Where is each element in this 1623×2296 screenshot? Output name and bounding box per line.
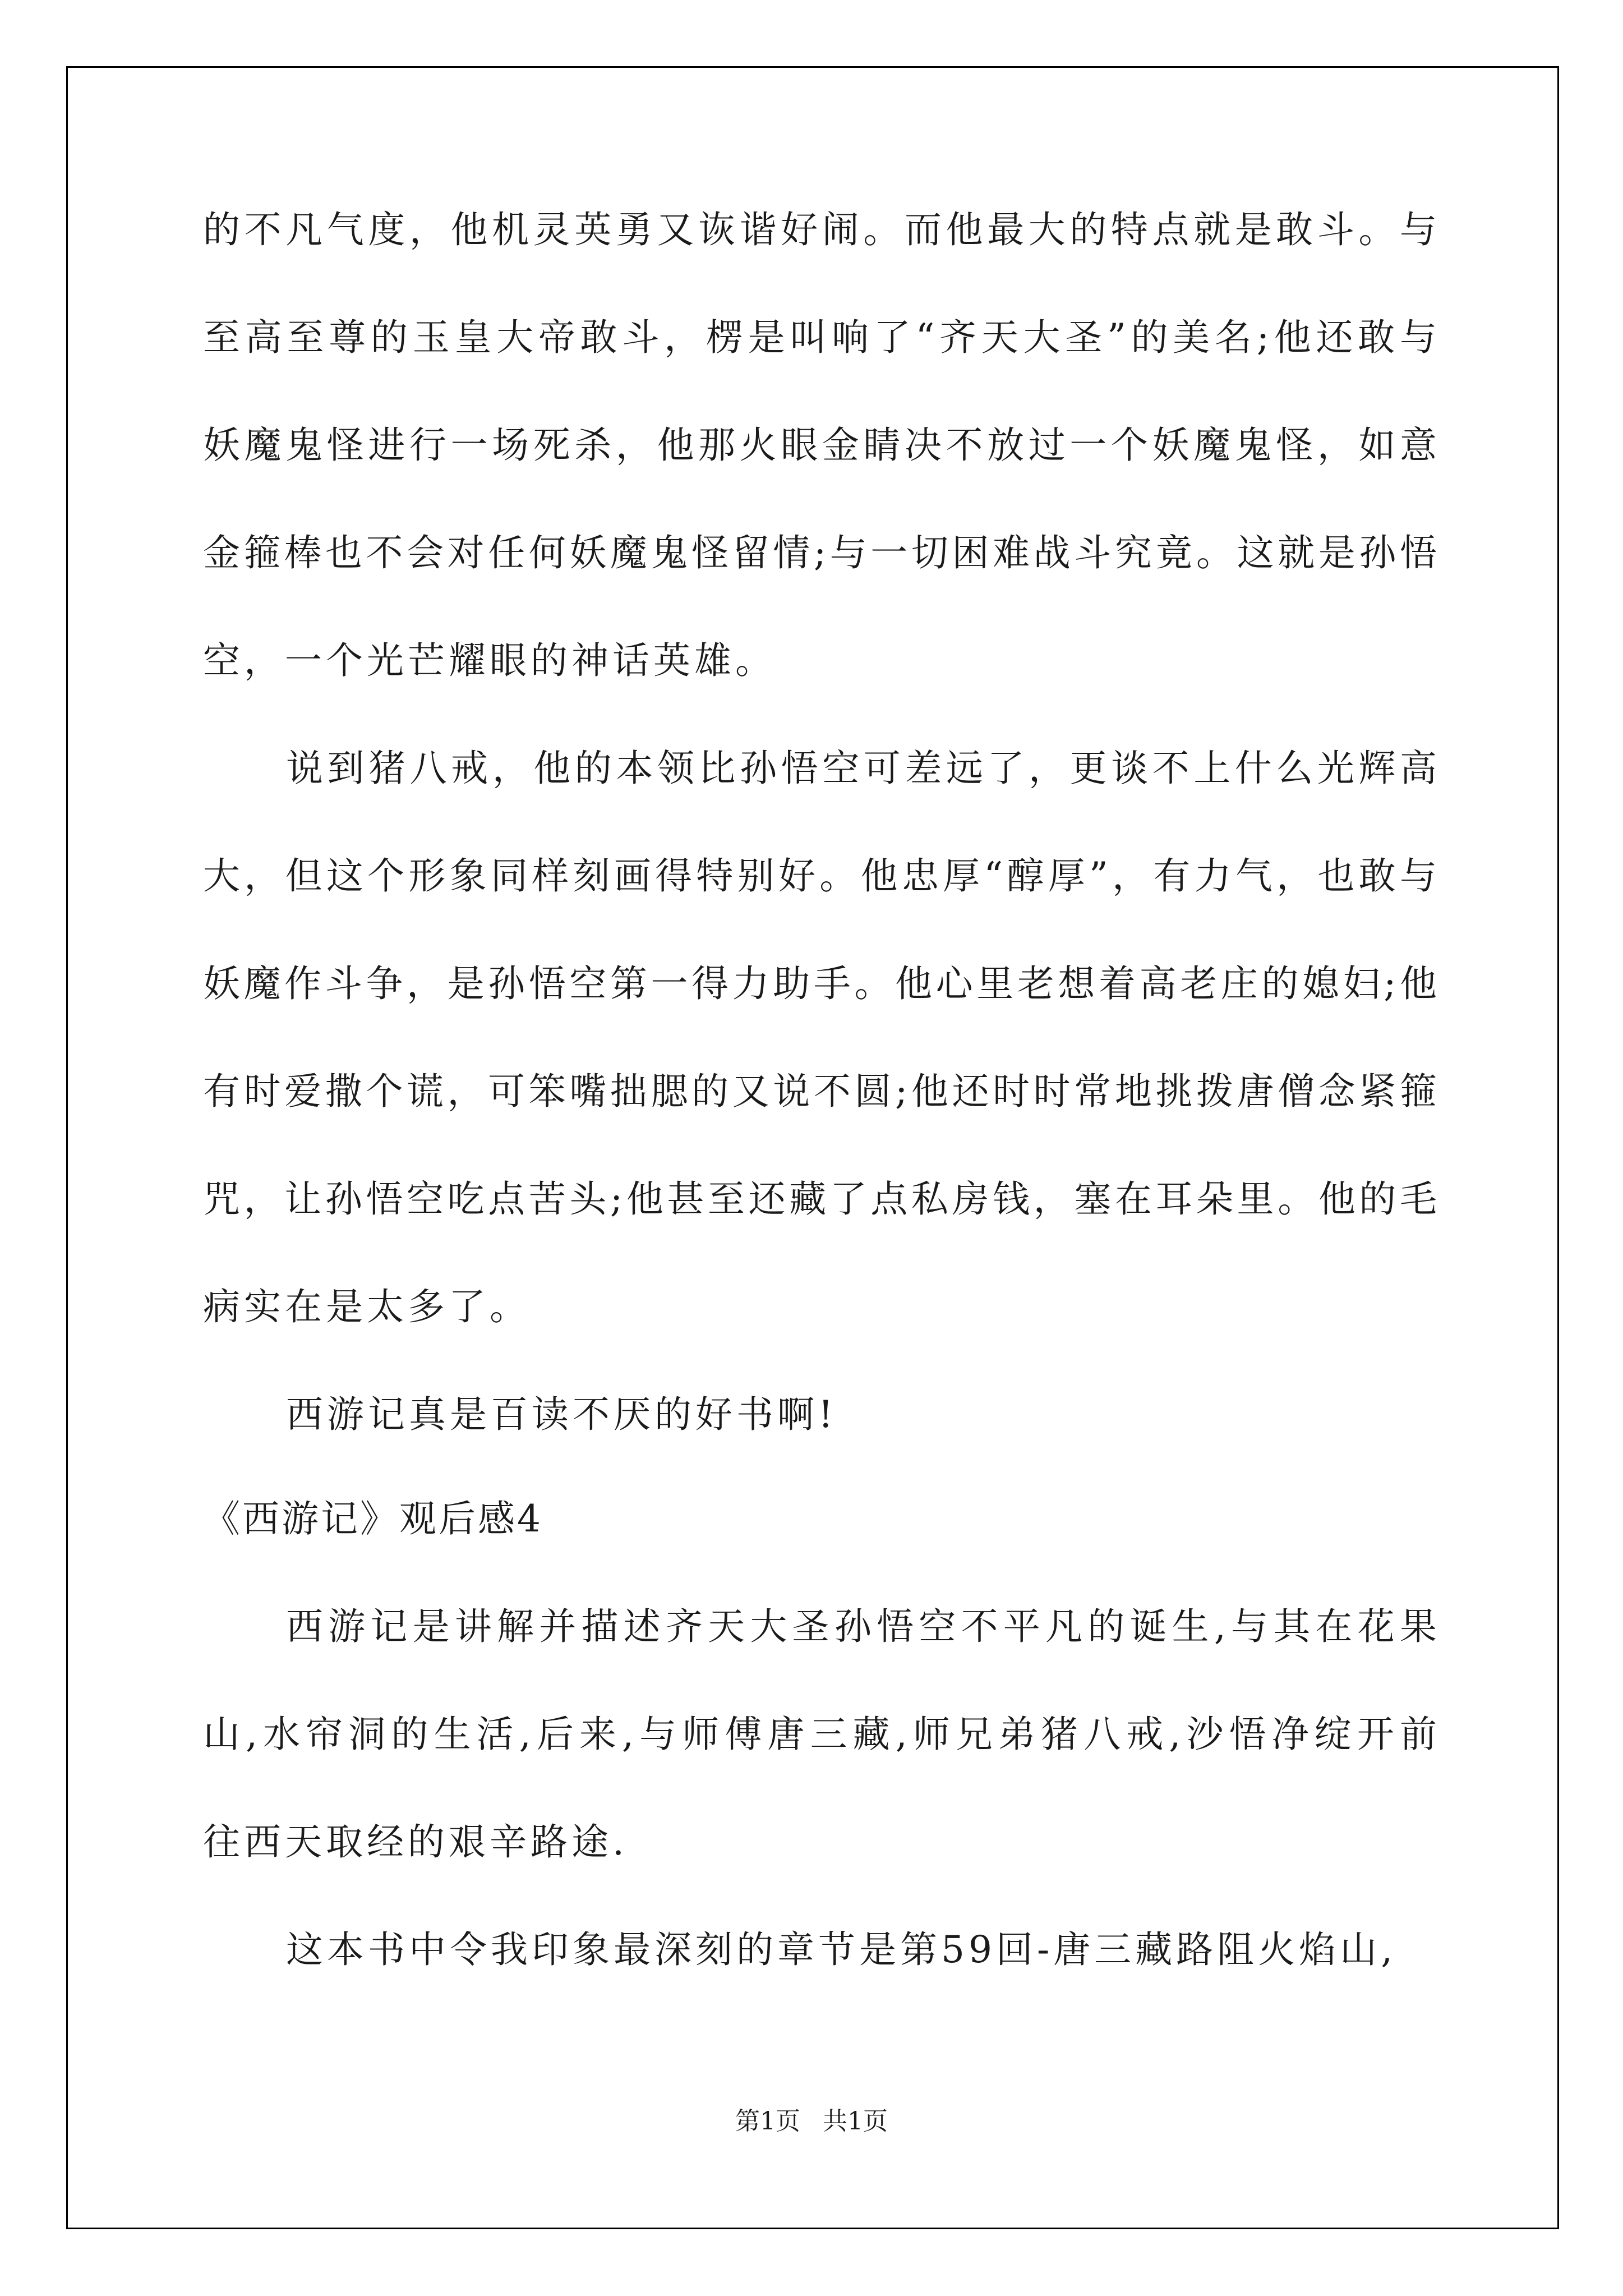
text-line: 至高至尊的玉皇大帝敢斗，楞是叫响了“齐天大圣”的美名;他还敢与 <box>203 316 1437 359</box>
document-body <box>203 203 1437 2031</box>
page-number: 第1页 <box>735 2107 800 2136</box>
text-line: 病实在是太多了。 <box>203 1285 531 1328</box>
text-line: 妖魔作斗争，是孙悟空第一得力助手。他心里老想着高老庄的媳妇;他 <box>203 962 1437 1005</box>
text-line: 有时爱撒个谎，可笨嘴拙腮的又说不圆;他还时时常地挑拨唐僧念紧箍 <box>203 1070 1437 1113</box>
text-line: 金箍棒也不会对任何妖魔鬼怪留情;与一切困难战斗究竟。这就是孙悟 <box>203 531 1437 574</box>
text-line: 大，但这个形象同样刻画得特别好。他忠厚“醇厚”，有力气，也敢与 <box>203 854 1437 898</box>
text-line: 这本书中令我印象最深刻的章节是第59回-唐三藏路阻火焰山, <box>286 1928 1397 1971</box>
text-line: 的不凡气度，他机灵英勇又诙谐好闹。而他最大的特点就是敢斗。与 <box>203 208 1437 251</box>
section-heading: 《西游记》观后感4 <box>203 1497 543 1540</box>
text-line: 西游记是讲解并描述齐天大圣孙悟空不平凡的诞生,与其在花果 <box>286 1605 1437 1648</box>
text-line: 西游记真是百读不厌的好书啊! <box>286 1393 837 1436</box>
page-total: 共1页 <box>823 2107 888 2136</box>
page-footer <box>0 2105 1623 2138</box>
text-line: 往西天取经的艰辛路途. <box>203 1820 628 1864</box>
text-line: 妖魔鬼怪进行一场死杀，他那火眼金睛决不放过一个妖魔鬼怪，如意 <box>203 424 1437 467</box>
text-line: 空，一个光芒耀眼的神话英雄。 <box>203 639 776 682</box>
text-line: 山,水帘洞的生活,后来,与师傅唐三藏,师兄弟猪八戒,沙悟净绽开前 <box>203 1713 1437 1756</box>
text-line: 咒，让孙悟空吃点苦头;他甚至还藏了点私房钱，塞在耳朵里。他的毛 <box>203 1177 1437 1221</box>
text-line: 说到猪八戒，他的本领比孙悟空可差远了，更谈不上什么光辉高 <box>286 747 1437 790</box>
